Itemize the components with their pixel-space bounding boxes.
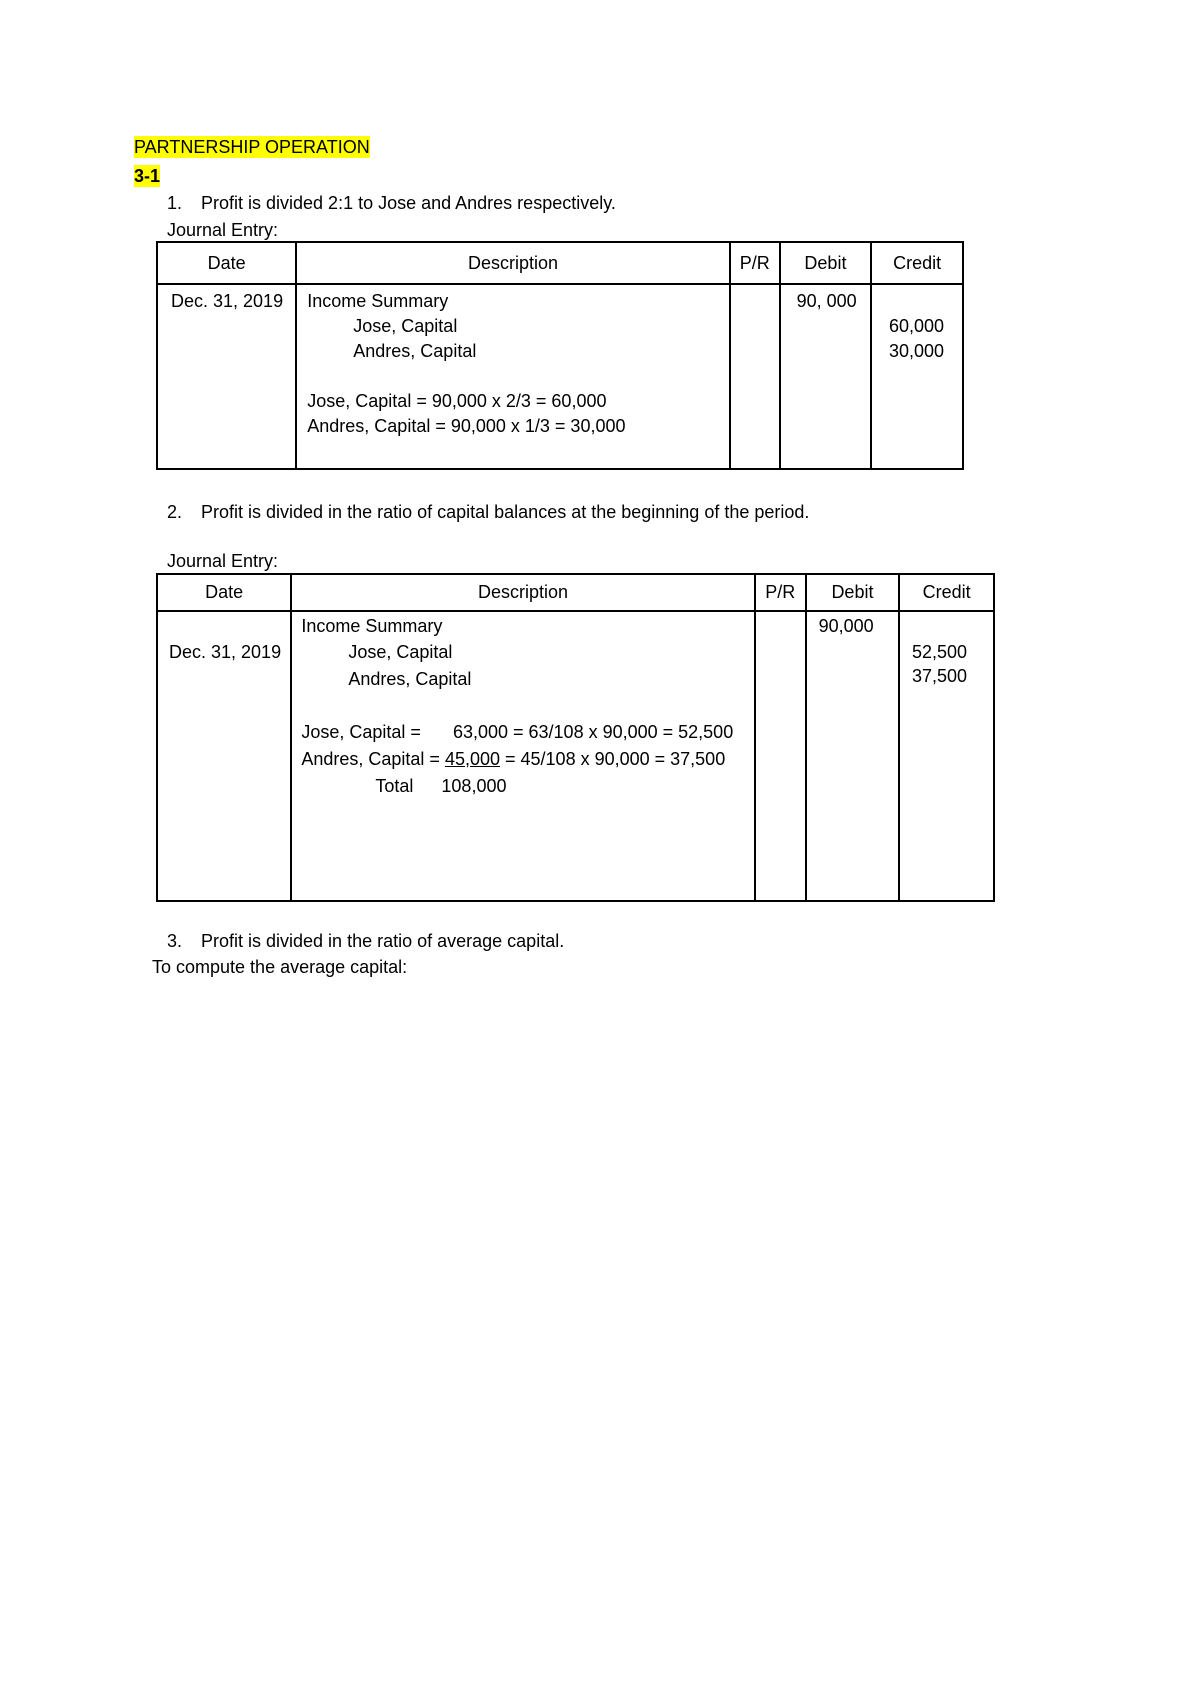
header-date: Date bbox=[157, 574, 291, 611]
calc-line-andres bbox=[301, 748, 725, 770]
debit-amount: 90,000 bbox=[818, 616, 874, 636]
credit-amount: 60,000 bbox=[888, 316, 944, 336]
desc-line: Jose, Capital bbox=[353, 316, 458, 336]
item3-subtext: To compute the average capital: bbox=[152, 957, 408, 977]
entry-date: Dec. 31, 2019 bbox=[169, 642, 282, 662]
header-date: Date bbox=[157, 242, 296, 284]
item1-text: Profit is divided 2:1 to Jose and Andres respectively. bbox=[201, 193, 616, 213]
credit-amount: 37,500 bbox=[911, 666, 967, 686]
header-credit: Credit bbox=[871, 242, 963, 284]
calc-andres-label: Andres, Capital = bbox=[301, 749, 440, 769]
credit-amount: 52,500 bbox=[911, 642, 967, 662]
header-pr: P/R bbox=[755, 574, 806, 611]
desc-line: Andres, Capital bbox=[348, 669, 472, 689]
calc-line-jose bbox=[301, 721, 733, 743]
entry-date: Dec. 31, 2019 bbox=[171, 291, 284, 311]
header-pr: P/R bbox=[730, 242, 780, 284]
calc-andres-amount: 45,000 bbox=[444, 749, 500, 769]
header-debit: Debit bbox=[806, 574, 900, 611]
item2-journal-label: Journal Entry: bbox=[167, 551, 279, 571]
calc-line-total bbox=[375, 775, 506, 797]
journal-table-1 bbox=[156, 241, 964, 470]
desc-line: Jose, Capital bbox=[348, 642, 453, 662]
item1-number: 1. bbox=[167, 193, 183, 213]
calc-andres-rest: = 45/108 x 90,000 = 37,500 bbox=[505, 749, 726, 769]
header-credit: Credit bbox=[899, 574, 994, 611]
calc-jose-rest: 63,000 = 63/108 x 90,000 = 52,500 bbox=[452, 722, 734, 742]
document-heading: PARTNERSHIP OPERATION bbox=[134, 137, 370, 157]
calc-total-label: Total bbox=[375, 776, 414, 796]
header-debit: Debit bbox=[780, 242, 872, 284]
credit-amount: 30,000 bbox=[888, 341, 944, 361]
calc-total-value: 108,000 bbox=[441, 776, 507, 796]
debit-amount: 90, 000 bbox=[796, 291, 857, 311]
item3-number: 3. bbox=[167, 931, 183, 951]
item2-number: 2. bbox=[167, 502, 183, 522]
desc-line: Andres, Capital bbox=[353, 341, 477, 361]
header-description: Description bbox=[296, 242, 730, 284]
item1-journal-label: Journal Entry: bbox=[167, 220, 279, 240]
desc-line: Income Summary bbox=[301, 616, 443, 636]
item2-text: Profit is divided in the ratio of capital balances at the beginning of the period. bbox=[201, 502, 810, 522]
desc-line: Income Summary bbox=[307, 291, 449, 311]
calc-jose-label: Jose, Capital = bbox=[301, 722, 421, 742]
header-description: Description bbox=[291, 574, 754, 611]
calc-line: Jose, Capital = 90,000 x 2/3 = 60,000 bbox=[307, 391, 607, 411]
problem-number: 3-1 bbox=[134, 166, 161, 186]
journal-table-2 bbox=[156, 573, 995, 902]
item3-text: Profit is divided in the ratio of average capital. bbox=[201, 931, 565, 951]
calc-line: Andres, Capital = 90,000 x 1/3 = 30,000 bbox=[307, 416, 626, 436]
